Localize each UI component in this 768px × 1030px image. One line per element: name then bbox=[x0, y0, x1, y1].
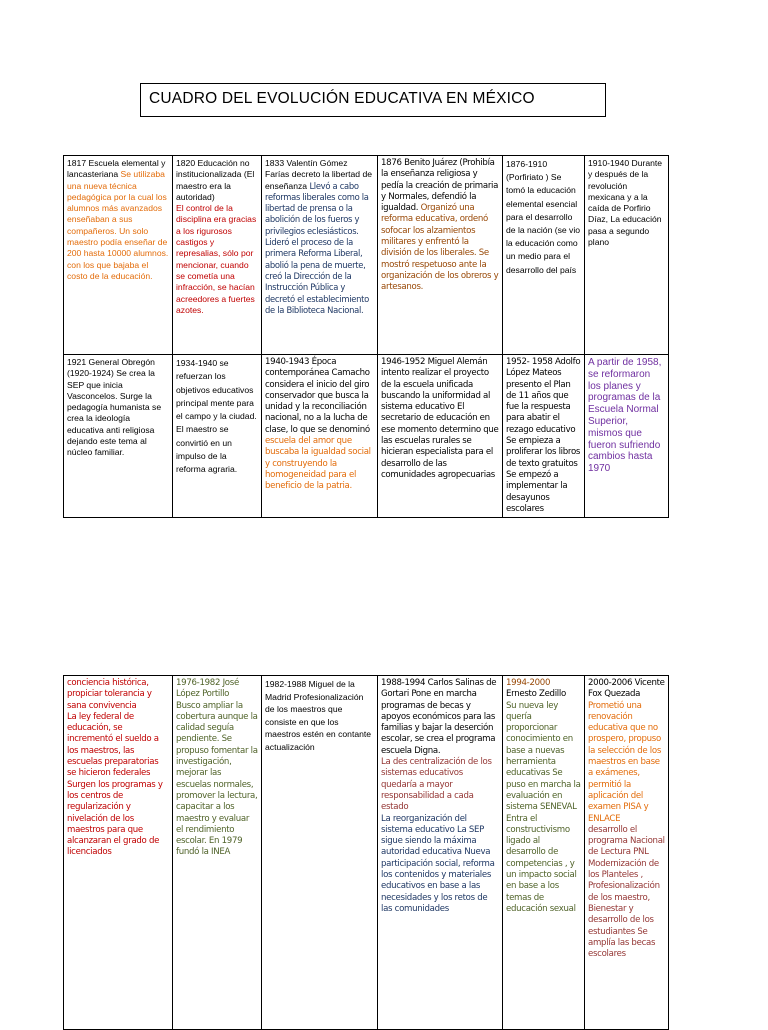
cell-1833 bbox=[262, 156, 378, 355]
cell-1982 bbox=[262, 676, 378, 1030]
cell-1910 bbox=[585, 156, 669, 355]
cell-1940 bbox=[262, 355, 378, 518]
cell-body: Organizó una reforma educativa, ordenó sofocar los alzamientos militares y enfrentó la división de los liberales. Se mostró respetuoso ante la organización de los obreros y artesanos. bbox=[381, 203, 499, 293]
cell-body: La ley federal de educación, se incrementó el sueldo a los maestros, las escuelas preparatorias se hicieron federales Surgen los programas y los centros de regularización y nivelación de los maestros para que alcanzaran el grado de licenciados bbox=[67, 711, 163, 858]
cell-heading: 1982-1988 Miguel de la Madrid Profesionalización de los maestros que consiste en que los maestros estén en contante actualización bbox=[265, 679, 372, 752]
table-row bbox=[64, 156, 669, 355]
cell-heading: 1952- 1958 Adolfo López Mateos presento el Plan de 11 años que fue la respuesta para abatir el rezago educativo Se empieza a proliferar los libros de texto gratuitos Se empezó a implementar la desayunos escolares bbox=[506, 357, 581, 514]
cell-1976 bbox=[173, 676, 262, 1030]
cell-1934 bbox=[173, 355, 262, 518]
cell-heading: 1946-1952 Miguel Alemán intento realizar el proyecto de la escuela unificada buscando la uniformidad al sistema educativo El secretario de educación en ese momento determino que las escuelas rurales se hicieran especialista para el desarrollo de las comunidades agropecuarias bbox=[381, 357, 499, 480]
cell-1970s bbox=[64, 676, 173, 1030]
cell-1921 bbox=[64, 355, 173, 518]
cell-heading: 1876 Benito Juárez (Prohibía la enseñanza religiosa y pedía la creación de primaria y Normales, defendió la igualdad. bbox=[381, 158, 499, 214]
cell-heading: 2000-2006 Vicente Fox Quezada bbox=[588, 678, 665, 700]
cell-heading: 1994-2000 bbox=[506, 678, 551, 688]
cell-1988 bbox=[378, 676, 503, 1030]
cell-1820 bbox=[173, 156, 262, 355]
cell-1946 bbox=[378, 355, 503, 518]
cell-porfiriato bbox=[503, 156, 585, 355]
cell-body: escuela del amor que buscaba la igualdad social y construyendo la homogeneidad para el beneficio de la patria. bbox=[265, 436, 371, 492]
cell-body: La reorganización del sistema educativo La SEP sigue siendo la máxima autoridad educativa Nueva participación social, reforma los contenidos y materiales educativos en base a las necesidades y los retos de las comunidades bbox=[381, 813, 495, 914]
page-title: CUADRO DEL EVOLUCIÓN EDUCATIVA EN MÉXICO bbox=[149, 90, 535, 107]
cell-1958 bbox=[585, 355, 669, 518]
cell-body: Busco ampliar la cobertura aunque la calidad seguía pendiente. Se propuso fomentar la investigación, mejorar las escuelas normales, promover la lectura, capacitar a los maestro y evaluar el rendimiento escolar. En 1979 fundó la INEA bbox=[176, 700, 258, 858]
cell-heading: 1910-1940 Durante y después de la revolución mexicana y a la caída de Porfirio Díaz, La educación pasa a segundo plano bbox=[588, 158, 663, 248]
table-row bbox=[64, 676, 669, 1030]
table-row bbox=[64, 355, 669, 518]
cell-1952 bbox=[503, 355, 585, 518]
cell-body: El control de la disciplina era gracias a los rigurosos castigos y represalias, sólo por mencionar, cuando se cometía una infracción, se hacían acreedores a fuertes azotes. bbox=[176, 203, 257, 315]
cell-heading: 1976-1982 José López Portillo bbox=[176, 678, 239, 700]
cell-heading: 1876-1910 (Porfiriato ) Se tomó la educación elemental esencial para el desarrollo de la nación (se vio la educación como un medio para el desarrollo del país bbox=[506, 159, 581, 275]
cell-heading: 1833 Valentín Gómez Farías decreto la libertad de enseñanza bbox=[265, 158, 373, 191]
evolution-table-bottom bbox=[63, 675, 669, 1030]
cell-heading: 1934-1940 se refuerzan los objetivos educativos principal mente para el campo y la ciudad. El maestro se convirtió en un impulso de la reforma agraria. bbox=[176, 358, 257, 475]
cell-body: Su nueva ley quería proporcionar conocimiento en base a nuevas herramienta educativas Se puso en marcha la evaluación en sistema SENEVAL Entra el constructivismo ligado al desarrollo de competencias , y un impacto social en base a los temas de educación sexual bbox=[506, 700, 581, 914]
evolution-table-top bbox=[63, 155, 669, 518]
cell-heading: 1940-1943 Época contemporánea Camacho considera el inicio del giro conservador que busca la unidad y la reconciliación nacional, no a la lucha de clase, lo que se denominó bbox=[265, 357, 370, 435]
cell-subheading: Ernesto Zedillo bbox=[506, 689, 566, 700]
cell-body: La des centralización de los sistemas educativos quedaría a mayor responsabilidad a cada estado bbox=[381, 757, 492, 813]
cell-heading: conciencia histórica, propiciar tolerancia y sana convivencia bbox=[67, 678, 152, 711]
cell-heading: 1988-1994 Carlos Salinas de Gortari Pone en marcha programas de becas y apoyos económicos para las familias y bajar la deserción escolar, se crea el programa escuela Digna. bbox=[381, 678, 497, 756]
cell-heading: 1921 General Obregón (1920-1924) Se crea la SEP que inicia Vasconcelos. Surge la pedagogía humanista se crea la ideología educativa anti religiosa dejando este tema al núcleo familiar. bbox=[67, 357, 162, 458]
cell-body: desarrollo el programa Nacional de Lectura PNL Modernización de los Planteles , Profesionalización de los maestro, Bienestar y desarrollo de los estudiantes Se amplía las becas escolares bbox=[588, 824, 665, 960]
cell-heading: A partir de 1958, se reformaron los planes y programas de la Escuela Normal Superior, mismos que fueron sufriendo cambios hasta 1970 bbox=[588, 357, 662, 475]
cell-1817 bbox=[64, 156, 173, 355]
cell-1876 bbox=[378, 156, 503, 355]
cell-body: Prometió una renovación educativa que no prospero, propuso la selección de los maestros en base a exámenes, permitió la aplicación del examen PISA y ENLACE bbox=[588, 700, 661, 824]
cell-heading: 1817 Escuela elemental y lancasteriana bbox=[67, 158, 166, 180]
cell-heading: 1820 Educación no institucionalizada (El maestro era la autoridad) bbox=[176, 158, 255, 202]
cell-body: Llevó a cabo reformas liberales como la libertad de prensa o la abolición de los fueros y privilegios eclesiásticos. Lideró el proceso de la primera Reforma Liberal, abolió la pena de muerte, creó la Dirección de la Instrucción Pública y decretó el establecimiento de la Biblioteca Nacional. bbox=[265, 180, 369, 315]
cell-1994 bbox=[503, 676, 585, 1030]
title-box bbox=[140, 83, 606, 117]
cell-2000 bbox=[585, 676, 669, 1030]
cell-body: Se utilizaba una nueva técnica pedagógica por la cual los alumnos más avanzados enseñaban a sus compañeros. Un solo maestro podía enseñar de 200 hasta 10000 alumnos. con los que bajaba el costo de la educación. bbox=[67, 169, 169, 281]
